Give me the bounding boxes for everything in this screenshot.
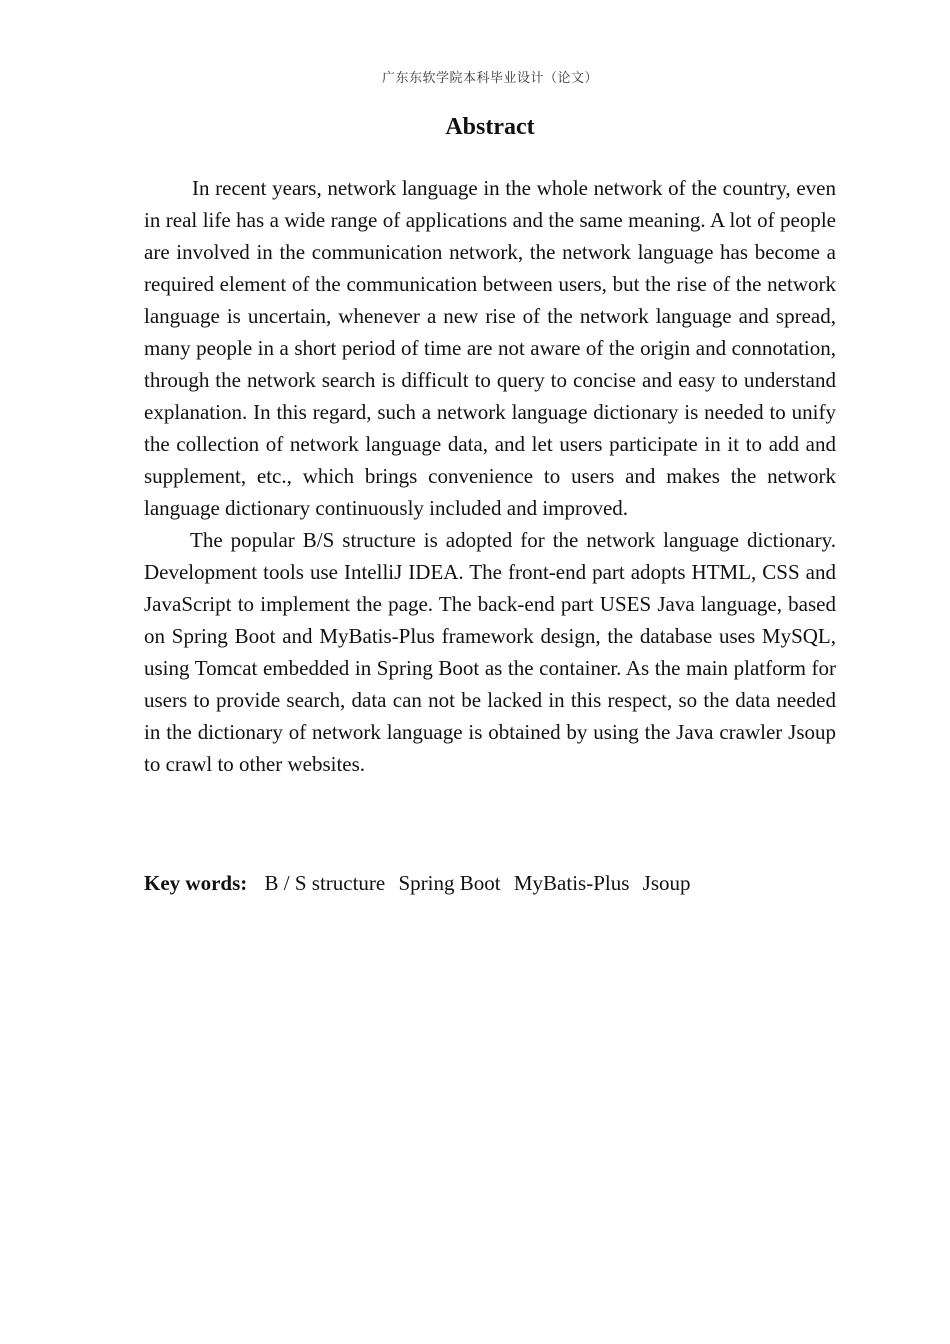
abstract-title: Abstract — [445, 114, 535, 140]
abstract-paragraph-1: In recent years, network language in the whole network of the country, even in real life has a wide range of applications and the same meaning. A lot of people are involved in the communication network, the network language has become a required element of the communication between users, but the rise of the network language is uncertain, whenever a new rise of the network language and spread, many people in a short period of time are not aware of the origin and connotation, through the network search is difficult to query to concise and easy to understand explanation. In this regard, such a network language dictionary is needed to unify the collection of network language data, and let users participate in it to add and supplement, etc., which brings convenience to users and makes the network language dictionary continuously included and improved. — [144, 176, 836, 520]
keyword-item: Spring Boot — [398, 871, 501, 895]
keywords-line — [144, 867, 836, 899]
abstract-body — [144, 172, 836, 780]
keyword-item: Jsoup — [642, 871, 691, 895]
running-header: 广东东软学院本科毕业设计（论文） — [381, 71, 598, 86]
keyword-item: MyBatis-Plus — [513, 871, 630, 895]
abstract-paragraph-2: The popular B/S structure is adopted for the network language dictionary. Development tools use IntelliJ IDEA. The front-end part adopts HTML, CSS and JavaScript to implement the page. The back-end part USES Java language, based on Spring Boot and MyBatis-Plus framework design, the database uses MySQL, using Tomcat embedded in Spring Boot as the container. As the main platform for users to provide search, data can not be lacked in this respect, so the data needed in the dictionary of network language is obtained by using the Java crawler Jsoup to crawl to other websites. — [144, 528, 836, 776]
keywords-label: Key words: — [144, 871, 248, 895]
keyword-item: B / S structure — [264, 871, 386, 895]
